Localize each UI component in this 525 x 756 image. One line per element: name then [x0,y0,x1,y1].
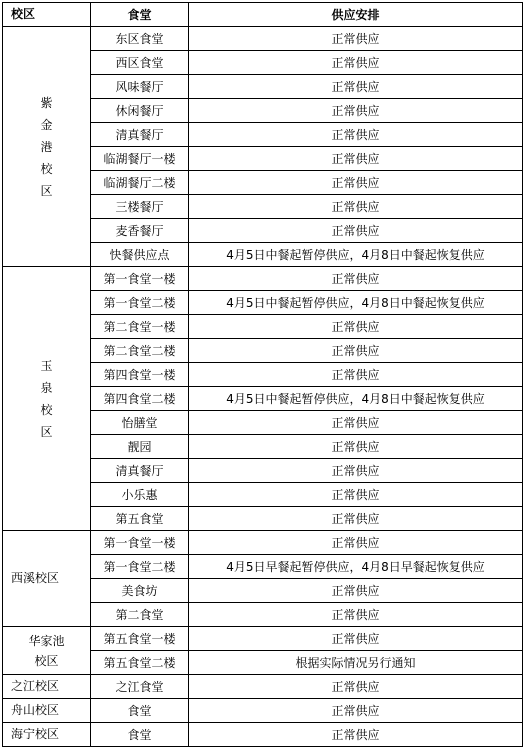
supply-cell: 正常供应 [189,507,523,531]
header-canteen: 食堂 [91,3,189,27]
canteen-cell: 东区食堂 [91,27,189,51]
table-row [3,531,523,555]
canteen-cell: 美食坊 [91,579,189,603]
supply-cell: 4月5日中餐起暂停供应，4月8日中餐起恢复供应 [189,387,523,411]
supply-cell: 正常供应 [189,723,523,747]
supply-cell: 4月5日早餐起暂停供应，4月8日早餐起恢复供应 [189,555,523,579]
canteen-cell: 风味餐厅 [91,75,189,99]
canteen-cell: 第四食堂一楼 [91,363,189,387]
campus-cell [3,699,91,723]
canteen-cell: 第一食堂一楼 [91,267,189,291]
supply-cell: 正常供应 [189,627,523,651]
canteen-cell: 靓园 [91,435,189,459]
supply-cell: 正常供应 [189,363,523,387]
table-row [3,627,523,651]
canteen-cell: 第一食堂二楼 [91,555,189,579]
campus-cell [3,675,91,699]
supply-cell: 正常供应 [189,315,523,339]
campus-name: 之江校区 [11,679,60,693]
table-row [3,699,523,723]
table-body [3,27,523,747]
canteen-cell: 休闲餐厅 [91,99,189,123]
canteen-cell: 第二食堂一楼 [91,315,189,339]
supply-cell: 正常供应 [189,531,523,555]
canteen-cell: 食堂 [91,699,189,723]
canteen-cell: 临湖餐厅一楼 [91,147,189,171]
header-supply: 供应安排 [189,3,523,27]
canteen-cell: 西区食堂 [91,51,189,75]
canteen-cell: 三楼餐厅 [91,195,189,219]
supply-cell: 正常供应 [189,195,523,219]
supply-cell: 正常供应 [189,171,523,195]
canteen-cell: 第二食堂二楼 [91,339,189,363]
supply-cell: 正常供应 [189,99,523,123]
campus-name: 西溪校区 [11,571,60,585]
canteen-cell: 清真餐厅 [91,459,189,483]
campus-cell [3,267,91,531]
campus-cell [3,27,91,267]
canteen-cell: 第一食堂二楼 [91,291,189,315]
campus-name: 玉泉校区 [40,358,53,439]
supply-cell: 正常供应 [189,339,523,363]
supply-cell: 正常供应 [189,579,523,603]
supply-cell: 4月5日中餐起暂停供应，4月8日中餐起恢复供应 [189,243,523,267]
campus-cell [3,723,91,747]
canteen-cell: 麦香餐厅 [91,219,189,243]
canteen-cell: 清真餐厅 [91,123,189,147]
table-row [3,267,523,291]
canteen-cell: 快餐供应点 [91,243,189,267]
campus-name: 华家池 校区 [28,633,65,668]
table-row [3,723,523,747]
campus-name: 海宁校区 [11,727,60,741]
supply-cell: 正常供应 [189,699,523,723]
supply-cell: 根据实际情况另行通知 [189,651,523,675]
supply-cell: 正常供应 [189,435,523,459]
canteen-cell: 食堂 [91,723,189,747]
canteen-cell: 怡膳堂 [91,411,189,435]
supply-cell: 正常供应 [189,675,523,699]
canteen-cell: 小乐惠 [91,483,189,507]
table-row [3,27,523,51]
canteen-cell: 第二食堂 [91,603,189,627]
supply-cell: 正常供应 [189,267,523,291]
supply-cell: 正常供应 [189,603,523,627]
supply-cell: 正常供应 [189,147,523,171]
canteen-cell: 第五食堂二楼 [91,651,189,675]
campus-name: 紫金港校区 [40,95,53,198]
header-campus: 校区 [3,3,91,27]
canteen-cell: 之江食堂 [91,675,189,699]
campus-name: 舟山校区 [11,703,60,717]
supply-cell: 正常供应 [189,411,523,435]
supply-cell: 正常供应 [189,459,523,483]
supply-cell: 正常供应 [189,75,523,99]
supply-cell: 正常供应 [189,219,523,243]
canteen-cell: 第四食堂二楼 [91,387,189,411]
supply-cell: 正常供应 [189,27,523,51]
campus-cell [3,531,91,627]
table-header-row [3,3,523,27]
supply-cell: 正常供应 [189,51,523,75]
table-row [3,675,523,699]
canteen-cell: 第一食堂一楼 [91,531,189,555]
canteen-cell: 临湖餐厅二楼 [91,171,189,195]
supply-cell: 正常供应 [189,483,523,507]
supply-cell: 正常供应 [189,123,523,147]
canteen-supply-table [2,2,523,747]
supply-cell: 4月5日中餐起暂停供应，4月8日中餐起恢复供应 [189,291,523,315]
canteen-cell: 第五食堂一楼 [91,627,189,651]
canteen-cell: 第五食堂 [91,507,189,531]
campus-cell [3,627,91,675]
